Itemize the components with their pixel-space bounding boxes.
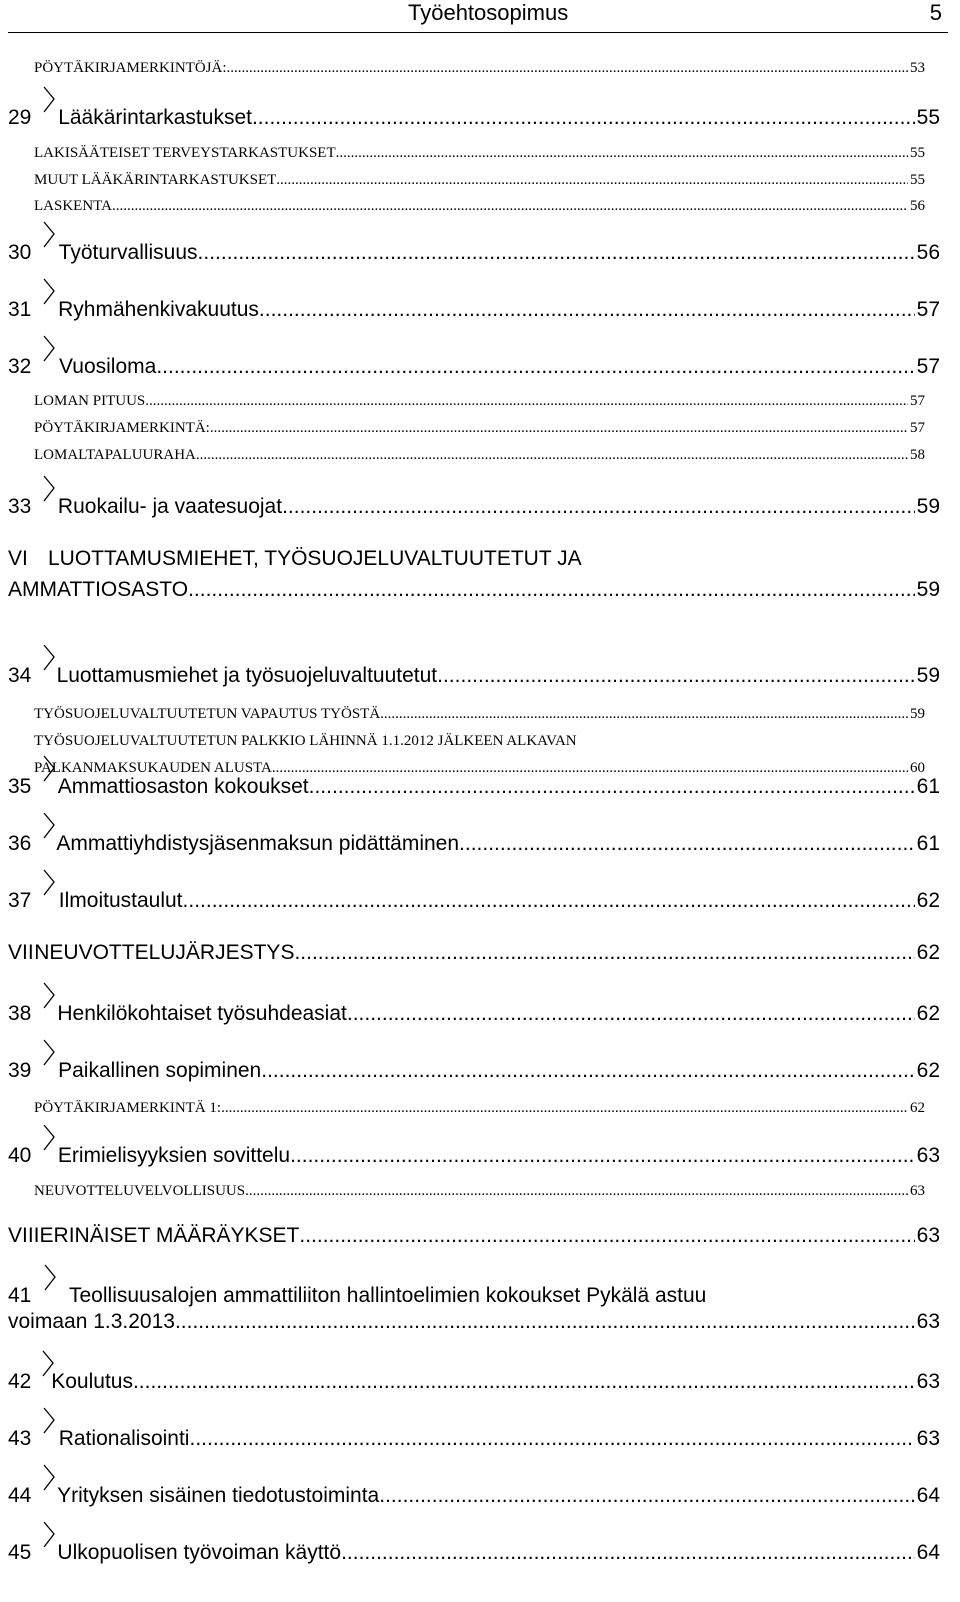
dot-leader <box>145 393 908 410</box>
toc-section-title: Ruokailu- ja vaatesuojat <box>57 495 283 518</box>
toc-entry[interactable] <box>0 351 960 383</box>
toc-chapter-title: ERINÄISET MÄÄRÄYKSET <box>39 1224 300 1247</box>
tab-marker-icon <box>41 1480 46 1502</box>
dot-leader <box>380 706 908 723</box>
toc-page-number: 63 <box>916 1370 940 1393</box>
toc-chapter-number: VIII <box>8 1224 40 1247</box>
toc-entry[interactable] <box>0 491 960 523</box>
toc-chapter[interactable] <box>0 1224 960 1256</box>
dot-leader <box>379 1484 914 1508</box>
toc-entry[interactable] <box>0 828 960 860</box>
toc-page-number: 56 <box>916 241 940 264</box>
toc-subentry[interactable] <box>0 1183 960 1205</box>
tab-marker-icon <box>41 102 47 124</box>
toc-page-number: 57 <box>916 298 940 321</box>
toc-section-number: 32 <box>8 355 32 378</box>
toc-entry[interactable] <box>0 1480 960 1512</box>
dot-leader <box>156 355 914 379</box>
toc-page-number: 59 <box>910 706 925 722</box>
dot-leader <box>259 298 915 322</box>
tab-marker-icon <box>42 1280 58 1302</box>
toc-section-number: 43 <box>8 1427 32 1450</box>
toc-subentry-title-cont: PALKANMAKSUKAUDEN ALUSTA <box>34 760 272 776</box>
toc-section-number: 37 <box>8 889 32 912</box>
toc-chapter-number: VI <box>8 547 28 570</box>
tab-marker-icon <box>41 237 47 259</box>
toc-section-title: Rationalisointi <box>58 1427 190 1450</box>
tab-marker-icon <box>41 1537 46 1559</box>
toc-section-number: 41 <box>8 1284 32 1307</box>
toc-section-number: 34 <box>8 664 32 687</box>
dot-leader <box>112 198 908 215</box>
toc-subentry[interactable] <box>0 172 960 194</box>
toc-subentry[interactable] <box>0 393 960 415</box>
toc-section-title: Ryhmähenkivakuutus <box>58 298 259 321</box>
dot-leader <box>282 495 915 519</box>
dot-leader <box>290 1144 915 1168</box>
dot-leader <box>347 1002 915 1026</box>
toc-entry[interactable] <box>0 102 960 134</box>
toc-entry[interactable] <box>0 1423 960 1455</box>
toc-page-number: 60 <box>910 760 925 776</box>
toc-subentry[interactable] <box>0 420 960 442</box>
toc-section-title: Työturvallisuus <box>58 241 198 264</box>
toc-page-number: 63 <box>916 1310 940 1333</box>
toc-section-number: 35 <box>8 775 32 798</box>
toc-section-number: 33 <box>8 495 32 518</box>
toc-entry[interactable] <box>0 998 960 1030</box>
tab-marker-icon <box>41 828 45 850</box>
toc-subentry[interactable] <box>0 447 960 469</box>
toc-subentry-title: LAKISÄÄTEISET TERVEYSTARKASTUKSET <box>34 145 336 161</box>
toc-page-number: 61 <box>916 832 940 855</box>
tab-marker-icon <box>41 1423 47 1445</box>
toc-page-number: 62 <box>916 1002 940 1025</box>
dot-leader <box>276 172 908 189</box>
toc-page-number: 63 <box>910 1183 925 1199</box>
toc-page-number: 57 <box>910 420 925 436</box>
toc-section-number: 29 <box>8 106 32 129</box>
toc-section-title: Teollisuusalojen ammattiliiton hallintoelimien kokoukset Pykälä astuu <box>69 1284 707 1307</box>
toc-subentry-title: MUUT LÄÄKÄRINTARKASTUKSET <box>34 172 277 188</box>
toc-subentry[interactable] <box>0 145 960 167</box>
toc-section-number: 30 <box>8 241 32 264</box>
toc-section-title: Paikallinen sopiminen <box>58 1059 262 1082</box>
toc-subentry-title: TYÖSUOJELUVALTUUTETUN VAPAUTUS TYÖSTÄ <box>34 706 381 722</box>
toc-entry[interactable] <box>0 1537 960 1569</box>
toc-subentry[interactable] <box>0 706 960 728</box>
dot-leader <box>196 447 908 464</box>
toc-page-number: 59 <box>916 495 940 518</box>
header-page-number: 5 <box>929 0 942 25</box>
toc-entry[interactable] <box>0 1140 960 1172</box>
tab-marker-icon <box>41 491 47 513</box>
tab-marker-icon <box>41 885 47 907</box>
toc-page-number: 56 <box>910 198 925 214</box>
dot-leader <box>437 664 915 688</box>
toc-section-title: Yrityksen sisäinen tiedotustoiminta <box>57 1484 380 1507</box>
toc-page-number: 55 <box>910 145 925 161</box>
toc-page-number: 61 <box>916 775 940 798</box>
toc-subentry-title: NEUVOTTELUVELVOLLISUUS <box>34 1183 246 1199</box>
dot-leader <box>341 1541 915 1565</box>
toc-section-number: 42 <box>8 1370 32 1393</box>
toc-entry[interactable] <box>0 885 960 917</box>
toc-page-number: 62 <box>910 1100 925 1116</box>
toc-page-number: 53 <box>910 60 925 76</box>
dot-leader <box>245 1183 908 1200</box>
tab-marker-icon <box>41 771 46 793</box>
dot-leader <box>189 1427 914 1451</box>
toc-subentry[interactable] <box>0 60 960 82</box>
toc-page-number: 57 <box>916 355 940 378</box>
toc-chapter-title: NEUVOTTELUJÄRJESTYS <box>34 941 295 964</box>
tab-marker-icon <box>40 1366 47 1388</box>
dot-leader <box>175 1310 915 1334</box>
toc-chapter-title-cont: AMMATTIOSASTO <box>8 578 189 601</box>
dot-leader <box>459 832 915 856</box>
page-header <box>8 0 948 33</box>
tab-marker-icon <box>41 294 47 316</box>
toc-section-number: 38 <box>8 1002 32 1025</box>
toc-section-title: Ulkopuolisen työvoiman käyttö <box>57 1541 342 1564</box>
toc-page-number: 63 <box>916 1427 940 1450</box>
toc-section-title: Ammattiyhdistysjäsenmaksun pidättäminen <box>56 832 460 855</box>
toc-page-number: 62 <box>916 941 940 964</box>
toc-page-number: 62 <box>916 1059 940 1082</box>
toc-page-number: 59 <box>916 578 940 601</box>
tab-marker-icon <box>41 998 46 1020</box>
toc-chapter-title: LUOTTAMUSMIEHET, TYÖSUOJELUVALTUUTETUT JA <box>48 547 582 570</box>
dot-leader <box>261 1059 914 1083</box>
tab-marker-icon <box>41 351 48 373</box>
toc-subentry-title: LOMALTAPALUURAHA <box>34 447 196 463</box>
toc-subentry[interactable] <box>0 198 960 220</box>
dot-leader <box>299 1224 914 1248</box>
toc-page-number: 58 <box>910 447 925 463</box>
toc-subentry[interactable] <box>0 1100 960 1122</box>
toc-section-title: Ammattiosaston kokoukset <box>57 775 309 798</box>
toc-section-number: 44 <box>8 1484 32 1507</box>
toc-section-title: Erimielisyyksien sovittelu <box>57 1144 291 1167</box>
toc-chapter[interactable] <box>0 547 960 607</box>
dot-leader <box>221 1100 908 1117</box>
toc-section-title: Lääkärintarkastukset <box>58 106 252 129</box>
toc-page-number: 55 <box>910 172 925 188</box>
toc-section-number: 39 <box>8 1059 32 1082</box>
toc-entry[interactable] <box>0 660 960 692</box>
toc-section-title: Luottamusmiehet ja työsuojeluvaltuutetut <box>56 664 438 687</box>
tab-marker-icon <box>41 1140 46 1162</box>
toc-entry[interactable] <box>0 771 960 803</box>
toc-subentry-title: LASKENTA <box>34 198 112 214</box>
dot-leader <box>198 241 915 265</box>
toc-page-number: 62 <box>916 889 940 912</box>
dot-leader <box>336 145 908 162</box>
toc-subentry-title: LOMAN PITUUS <box>34 393 146 409</box>
dot-leader <box>210 420 908 437</box>
toc-subentry-title: PÖYTÄKIRJAMERKINTÖJÄ: <box>34 60 227 76</box>
toc-section-title-cont: voimaan 1.3.2013 <box>8 1310 175 1333</box>
dot-leader <box>188 578 915 602</box>
toc-subentry-title: PÖYTÄKIRJAMERKINTÄ 1: <box>34 1100 222 1116</box>
dot-leader <box>227 60 908 77</box>
header-title: Työehtosopimus <box>408 0 569 25</box>
toc-entry[interactable] <box>0 1055 960 1087</box>
dot-leader <box>252 106 915 130</box>
toc-entry[interactable] <box>0 1366 960 1398</box>
dot-leader <box>309 775 915 799</box>
tab-marker-icon <box>41 660 45 682</box>
dot-leader <box>183 889 915 913</box>
toc-subentry-title: PÖYTÄKIRJAMERKINTÄ: <box>34 420 210 436</box>
toc-section-number: 45 <box>8 1541 32 1564</box>
toc-page-number: 59 <box>916 664 940 687</box>
toc-section-title: Ilmoitustaulut <box>58 889 183 912</box>
tab-marker-icon <box>41 1055 47 1077</box>
toc-entry[interactable] <box>0 237 960 269</box>
toc-chapter-number: VII <box>8 941 34 964</box>
toc-page-number: 63 <box>916 1224 940 1247</box>
toc-section-title: Vuosiloma <box>59 355 157 378</box>
dot-leader <box>133 1370 915 1394</box>
toc-page-number: 55 <box>916 106 940 129</box>
toc-entry[interactable] <box>0 294 960 326</box>
toc-section-number: 31 <box>8 298 32 321</box>
toc-page-number: 64 <box>916 1541 940 1564</box>
toc-page-number: 57 <box>910 393 925 409</box>
toc-section-number: 36 <box>8 832 32 855</box>
toc-subentry-title: TYÖSUOJELUVALTUUTETUN PALKKIO LÄHINNÄ 1.1.2012 JÄLKEEN ALKAVAN <box>34 733 577 749</box>
toc-section-title: Henkilökohtaiset työsuhdeasiat <box>57 1002 347 1025</box>
toc-page-number: 64 <box>916 1484 940 1507</box>
toc-entry[interactable] <box>0 1280 960 1340</box>
toc-section-number: 40 <box>8 1144 32 1167</box>
toc-chapter[interactable] <box>0 941 960 973</box>
toc-page-number: 63 <box>916 1144 940 1167</box>
toc-section-title: Koulutus <box>51 1370 133 1393</box>
dot-leader <box>294 941 914 965</box>
